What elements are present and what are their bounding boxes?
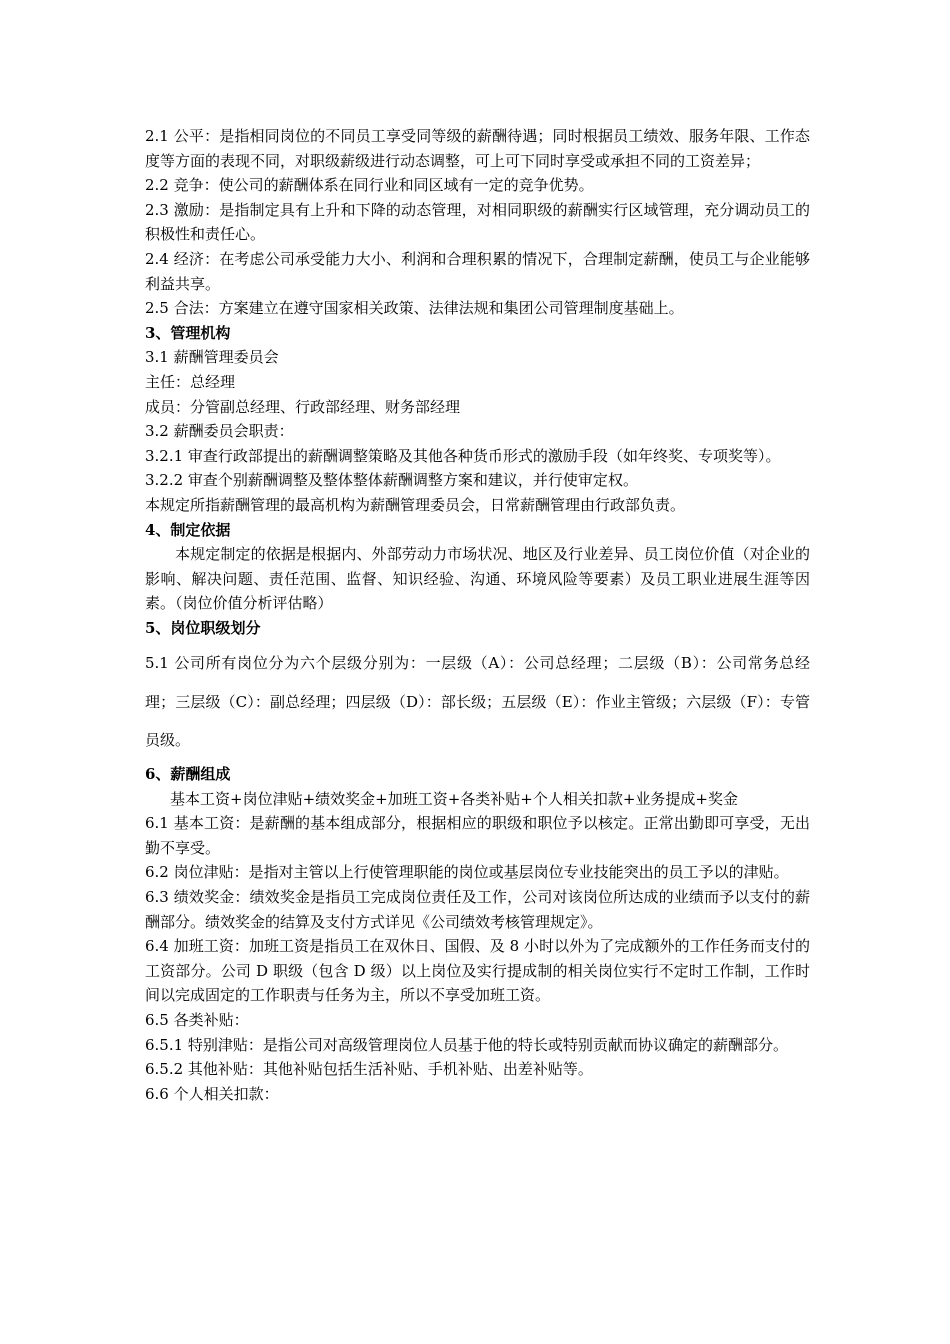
document-page [145, 124, 810, 1106]
para-6-1-base-salary: 6.1 基本工资：是薪酬的基本组成部分，根据相应的职级和职位予以核定。正常出勤即可享受，无出勤不享受。 [145, 814, 810, 857]
heading-6-composition: 6、薪酬组成 [145, 764, 231, 783]
heading-3-management: 3、管理机构 [145, 323, 231, 342]
para-6-4-overtime: 6.4 加班工资：加班工资是指员工在双休日、国假、及 8 小时以外为了完成额外的工作任务而支付的工资部分。公司 D 职级（包含 D 级）以上岗位及实行提成制的相关岗位实行不定时工作制，工作时间以完成固定的工作职责与任务为主，所以不享受加班工资。 [145, 937, 810, 1005]
para-2-3-incentive: 2.3 激励：是指制定具有上升和下降的动态管理，对相同职级的薪酬实行区域管理，充分调动员工的积极性和责任心。 [145, 200, 810, 244]
para-6-5-1-special: 6.5.1 特别津贴：是指公司对高级管理岗位人员基于他的特长或特别贡献而协议确定的薪酬部分。 [145, 1035, 788, 1054]
heading-5-levels: 5、岗位职级划分 [145, 618, 261, 637]
para-3-1-director: 主任：总经理 [145, 372, 236, 391]
para-3-2-1: 3.2.1 审查行政部提出的薪酬调整策略及其他各种货币形式的激励手段（如年终奖、专项奖等）。 [145, 446, 781, 465]
para-2-2-competition: 2.2 竞争：使公司的薪酬体系在同行业和同区域有一定的竞争优势。 [145, 176, 594, 195]
para-6-5-2-other: 6.5.2 其他补贴：其他补贴包括生活补贴、手机补贴、出差补贴等。 [145, 1060, 593, 1079]
para-6-formula: 基本工资+岗位津贴+绩效奖金+加班工资+各类补贴+个人相关扣款+业务提成+奖金 [170, 789, 738, 808]
para-3-1: 3.1 薪酬管理委员会 [145, 348, 279, 367]
para-2-5-legality: 2.5 合法：方案建立在遵守国家相关政策、法律法规和集团公司管理制度基础上。 [145, 299, 684, 318]
para-3-2: 3.2 薪酬委员会职责： [145, 422, 294, 441]
para-2-4-economy: 2.4 经济：在考虑公司承受能力大小、利润和合理积累的情况下，合理制定薪酬，使员工与企业能够利益共享。 [145, 249, 810, 293]
para-4-basis: 本规定制定的依据是根据内、外部劳动力市场状况、地区及行业差异、员工岗位价值（对企业的影响、解决问题、责任范围、监督、知识经验、沟通、环境风险等要素）及员工职业进展生涯等因素。（岗位价值分析评估略） [145, 545, 810, 613]
para-3-1-members: 成员：分管副总经理、行政部经理、财务部经理 [145, 397, 461, 416]
para-6-3-bonus: 6.3 绩效奖金：绩效奖金是指员工完成岗位责任及工作，公司对该岗位所达成的业绩而予以支付的薪酬部分。绩效奖金的结算及支付方式详见《公司绩效考核管理规定》。 [145, 887, 810, 931]
para-3-summary: 本规定所指薪酬管理的最高机构为薪酬管理委员会，日常薪酬管理由行政部负责。 [145, 495, 686, 514]
para-6-6-deductions: 6.6 个人相关扣款： [145, 1084, 279, 1103]
para-5-1-levels: 5.1 公司所有岗位分为六个层级分别为：一层级（A）：公司总经理；二层级（B）：公司常务总经理；三层级（C）：副总经理；四层级（D）：部长级；五层级（E）：作业主管级；六层级（F）：专管员级。 [145, 654, 810, 750]
para-2-1-fairness: 2.1 公平：是指相同岗位的不同员工享受同等级的薪酬待遇；同时根据员工绩效、服务年限、工作态度等方面的表现不同，对职级薪级进行动态调整，可上可下同时享受或承担不同的工资差异； [145, 127, 810, 170]
para-3-2-2: 3.2.2 审查个别薪酬调整及整体整体薪酬调整方案和建议，并行使审定权。 [145, 471, 638, 490]
para-6-2-allowance: 6.2 岗位津贴：是指对主管以上行使管理职能的岗位或基层岗位专业技能突出的员工予以的津贴。 [145, 863, 789, 882]
heading-4-basis: 4、制定依据 [145, 520, 231, 539]
para-6-5-subsidies: 6.5 各类补贴： [145, 1010, 249, 1029]
